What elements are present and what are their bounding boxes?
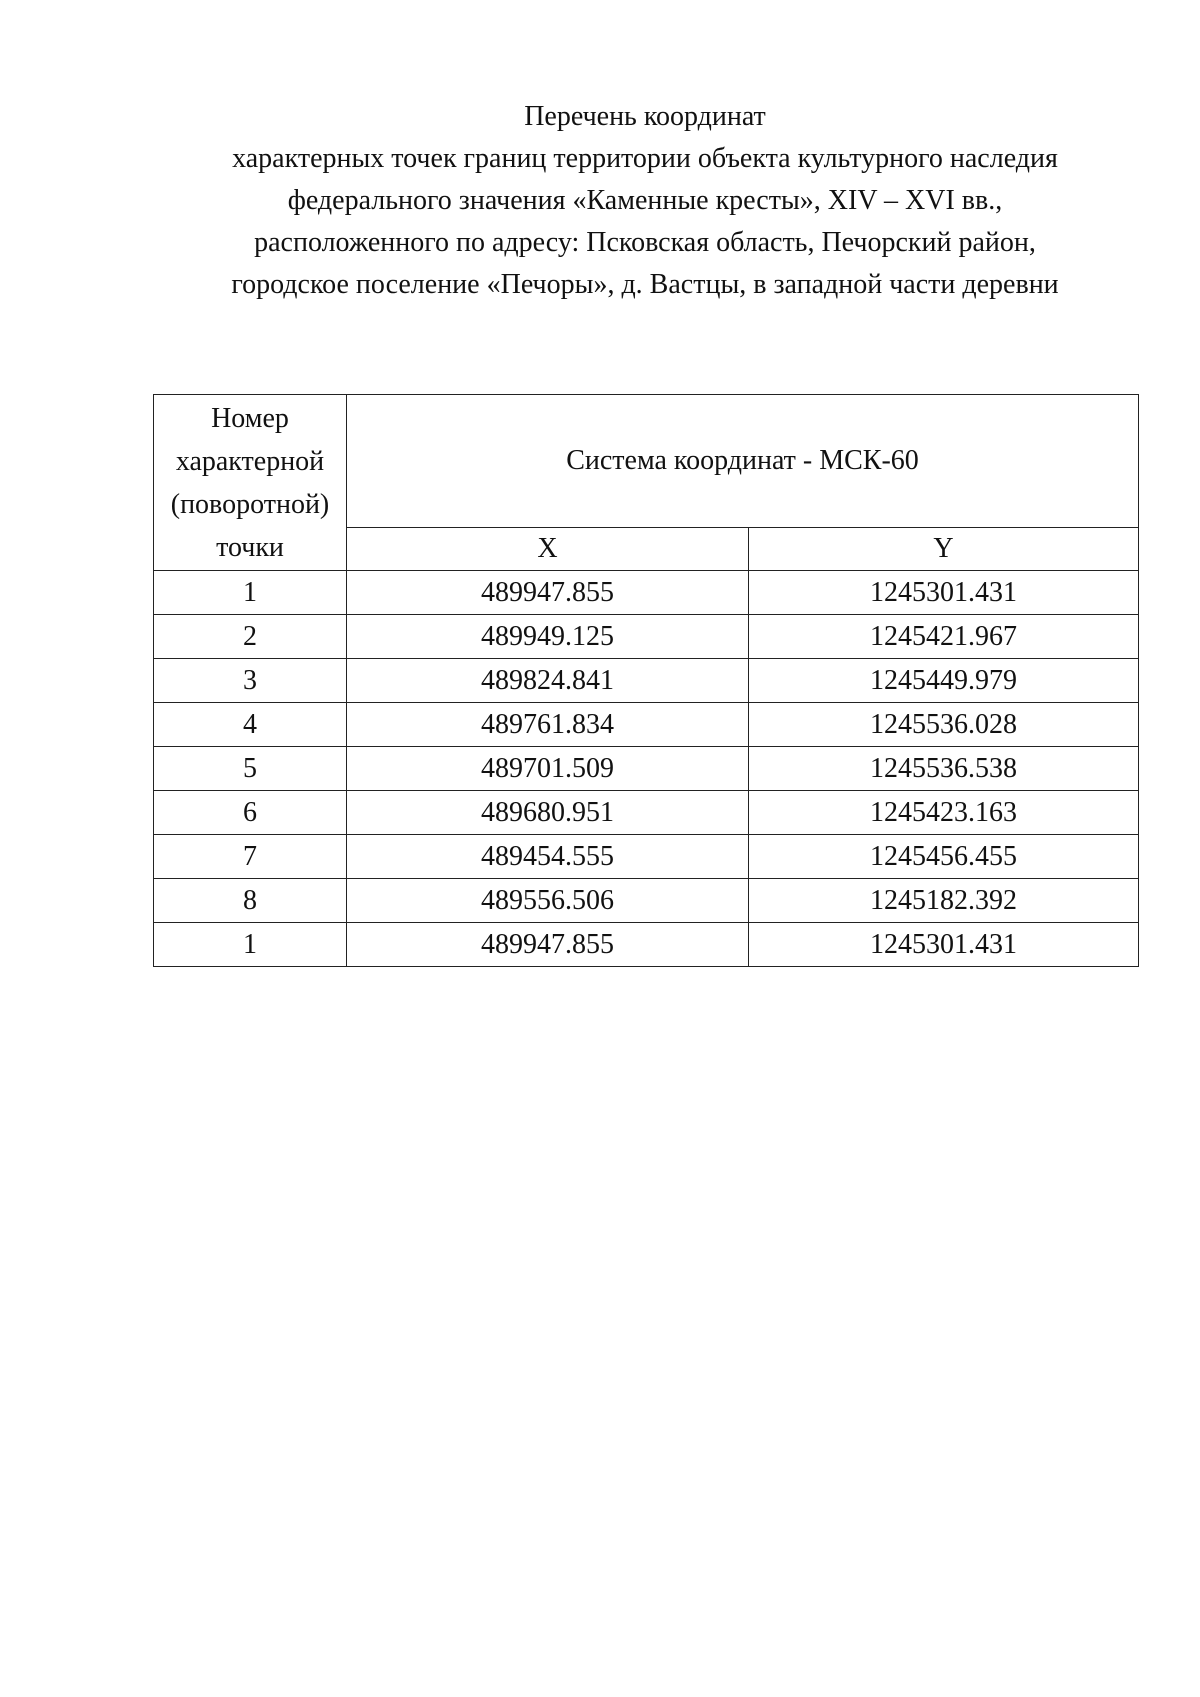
x-coordinate-cell: 489824.841	[347, 659, 749, 703]
title-line: Перечень координат	[524, 101, 766, 132]
header-line: Номер	[211, 402, 289, 434]
header-line: точки	[216, 531, 284, 563]
y-coordinate-cell: 1245536.028	[749, 703, 1139, 747]
y-coordinate-cell: 1245536.538	[749, 747, 1139, 791]
title-line: характерных точек границ территории объекта культурного наследия	[232, 143, 1058, 174]
y-coordinate-cell: 1245449.979	[749, 659, 1139, 703]
table-row	[154, 615, 1139, 659]
coordinates-table	[153, 394, 1139, 967]
y-coordinate-cell: 1245301.431	[749, 923, 1139, 967]
header-line: (поворотной)	[170, 488, 330, 520]
y-coordinate-cell: 1245456.455	[749, 835, 1139, 879]
x-coordinate-cell: 489761.834	[347, 703, 749, 747]
y-coordinate-cell: 1245182.392	[749, 879, 1139, 923]
table-row	[154, 703, 1139, 747]
point-number-cell: 6	[154, 791, 347, 835]
table-row	[154, 747, 1139, 791]
title-line: городское поселение «Печоры», д. Вастцы, в западной части деревни	[231, 269, 1059, 300]
table-body	[154, 395, 1139, 967]
point-number-cell: 1	[154, 571, 347, 615]
point-number-cell: 7	[154, 835, 347, 879]
table-row	[154, 571, 1139, 615]
table-row	[154, 879, 1139, 923]
x-coordinate-cell: 489947.855	[347, 923, 749, 967]
point-number-cell: 3	[154, 659, 347, 703]
point-number-cell: 2	[154, 615, 347, 659]
title-line: федерального значения «Каменные кресты», XIV – XVI вв.,	[287, 185, 1003, 216]
coordinate-system-header: Система координат - МСК-60	[347, 395, 1139, 528]
table-row	[154, 923, 1139, 967]
y-coordinate-cell: 1245301.431	[749, 571, 1139, 615]
y-coordinate-cell: 1245423.163	[749, 791, 1139, 835]
point-number-header	[154, 395, 347, 571]
table-row	[154, 659, 1139, 703]
y-coordinate-cell: 1245421.967	[749, 615, 1139, 659]
y-column-header: Y	[749, 528, 1139, 571]
document-title	[150, 96, 1140, 306]
x-coordinate-cell: 489701.509	[347, 747, 749, 791]
x-coordinate-cell: 489947.855	[347, 571, 749, 615]
table-row	[154, 835, 1139, 879]
point-number-cell: 8	[154, 879, 347, 923]
point-number-cell: 5	[154, 747, 347, 791]
table-header-row	[154, 395, 1139, 528]
title-line: расположенного по адресу: Псковская область, Печорский район,	[254, 227, 1036, 258]
header-line: характерной	[175, 445, 325, 477]
x-coordinate-cell: 489949.125	[347, 615, 749, 659]
point-number-cell: 1	[154, 923, 347, 967]
x-coordinate-cell: 489454.555	[347, 835, 749, 879]
x-coordinate-cell: 489680.951	[347, 791, 749, 835]
x-column-header: X	[347, 528, 749, 571]
x-coordinate-cell: 489556.506	[347, 879, 749, 923]
point-number-cell: 4	[154, 703, 347, 747]
table-row	[154, 791, 1139, 835]
